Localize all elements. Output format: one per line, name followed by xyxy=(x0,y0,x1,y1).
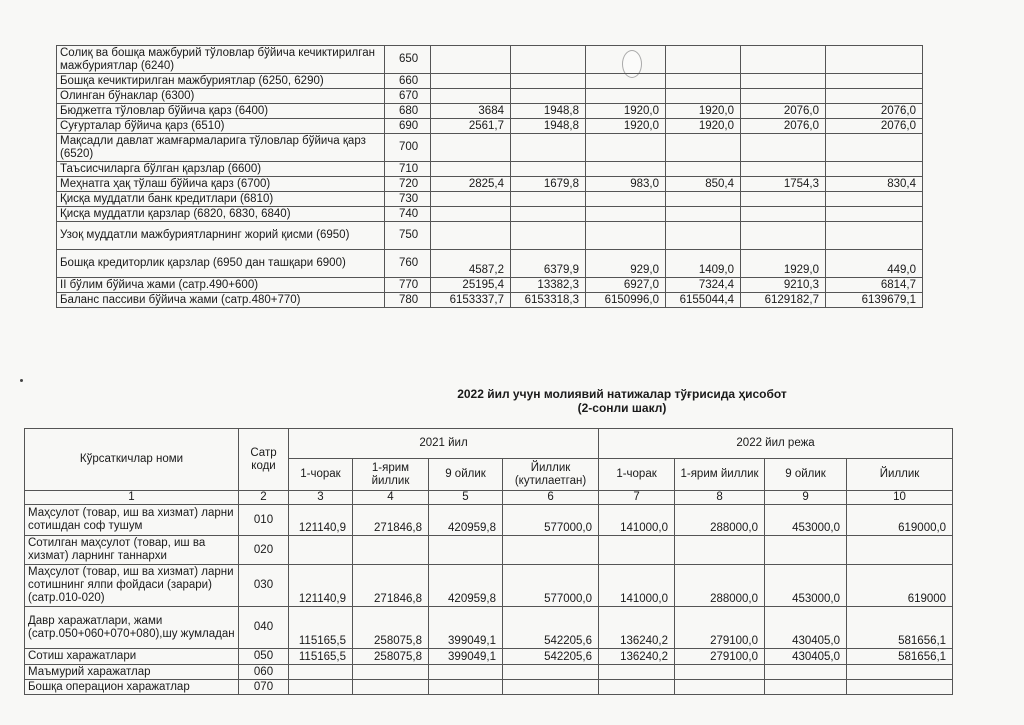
value-cell xyxy=(431,222,511,250)
value-cell xyxy=(741,46,826,74)
table-row xyxy=(25,505,953,536)
table-row xyxy=(25,665,953,680)
value-cell xyxy=(586,74,666,89)
table-row xyxy=(57,192,923,207)
value-cell: 2076,0 xyxy=(741,119,826,134)
row-code: 040 xyxy=(239,607,289,649)
value-cell: 279100,0 xyxy=(675,649,765,665)
row-label: Бошқа операцион харажатлар xyxy=(25,680,239,695)
row-label: Узоқ муддатли мажбуриятларнинг жорий қисми (6950) xyxy=(57,222,385,250)
table-row xyxy=(25,607,953,649)
value-cell: 453000,0 xyxy=(765,505,847,536)
row-label: Давр харажатлари, жами (сатр.050+060+070+080),шу жумладан xyxy=(25,607,239,649)
value-cell: 3684 xyxy=(431,104,511,119)
row-code: 780 xyxy=(385,293,431,308)
value-cell: 6153337,7 xyxy=(431,293,511,308)
row-label: Бюджетга тўловлар бўйича қарз (6400) xyxy=(57,104,385,119)
table-row xyxy=(57,46,923,74)
value-cell xyxy=(666,89,741,104)
value-cell xyxy=(741,134,826,162)
value-cell xyxy=(826,134,923,162)
value-cell: 1754,3 xyxy=(741,177,826,192)
value-cell xyxy=(511,162,586,177)
value-cell: 850,4 xyxy=(666,177,741,192)
value-cell: 6155044,4 xyxy=(666,293,741,308)
value-cell xyxy=(511,134,586,162)
value-cell xyxy=(431,207,511,222)
table-row xyxy=(57,293,923,308)
value-cell: 983,0 xyxy=(586,177,666,192)
value-cell xyxy=(741,89,826,104)
value-cell xyxy=(511,192,586,207)
value-cell: 1920,0 xyxy=(586,119,666,134)
table-row xyxy=(57,207,923,222)
column-number: 5 xyxy=(429,491,503,505)
value-cell: 542205,6 xyxy=(503,607,599,649)
value-cell xyxy=(675,680,765,695)
value-cell xyxy=(586,89,666,104)
value-cell xyxy=(431,162,511,177)
value-cell xyxy=(826,162,923,177)
value-cell xyxy=(503,536,599,565)
value-cell: 6927,0 xyxy=(586,278,666,293)
value-cell: 577000,0 xyxy=(503,505,599,536)
value-cell: 619000 xyxy=(847,565,953,607)
value-cell: 420959,8 xyxy=(429,505,503,536)
value-cell: 141000,0 xyxy=(599,505,675,536)
header-indicator: Кўрсаткичлар номи xyxy=(25,429,239,491)
value-cell xyxy=(429,665,503,680)
row-code: 680 xyxy=(385,104,431,119)
value-cell xyxy=(847,536,953,565)
value-cell: 399049,1 xyxy=(429,607,503,649)
table-row xyxy=(57,162,923,177)
value-cell xyxy=(353,680,429,695)
row-label: Қисқа муддатли қарзлар (6820, 6830, 6840) xyxy=(57,207,385,222)
row-code: 750 xyxy=(385,222,431,250)
value-cell: 6153318,3 xyxy=(511,293,586,308)
value-cell xyxy=(353,665,429,680)
value-cell xyxy=(511,46,586,74)
subheader-2021: 1-ярим йиллик xyxy=(353,459,429,491)
row-code: 030 xyxy=(239,565,289,607)
value-cell xyxy=(431,74,511,89)
row-label: Маъмурий харажатлар xyxy=(25,665,239,680)
value-cell xyxy=(826,74,923,89)
value-cell: 1929,0 xyxy=(741,250,826,278)
report-title: 2022 йил учун молиявий натижалар тўғрисида ҳисобот xyxy=(457,387,787,401)
value-cell: 121140,9 xyxy=(289,565,353,607)
table-row xyxy=(25,649,953,665)
table-row xyxy=(25,680,953,695)
value-cell xyxy=(826,89,923,104)
value-cell: 929,0 xyxy=(586,250,666,278)
row-code: 740 xyxy=(385,207,431,222)
value-cell xyxy=(666,134,741,162)
header-year-2021: 2021 йил xyxy=(289,429,599,459)
value-cell xyxy=(675,665,765,680)
value-cell: 7324,4 xyxy=(666,278,741,293)
value-cell: 6150996,0 xyxy=(586,293,666,308)
report-subtitle: (2-сонли шакл) xyxy=(577,401,667,415)
value-cell: 453000,0 xyxy=(765,565,847,607)
table-row xyxy=(57,104,923,119)
table-row xyxy=(57,134,923,162)
column-number: 6 xyxy=(503,491,599,505)
value-cell xyxy=(599,536,675,565)
value-cell xyxy=(826,46,923,74)
row-code: 020 xyxy=(239,536,289,565)
value-cell: 2076,0 xyxy=(741,104,826,119)
value-cell xyxy=(431,46,511,74)
value-cell: 542205,6 xyxy=(503,649,599,665)
value-cell xyxy=(741,192,826,207)
value-cell: 1679,8 xyxy=(511,177,586,192)
value-cell xyxy=(503,665,599,680)
value-cell: 577000,0 xyxy=(503,565,599,607)
value-cell: 1409,0 xyxy=(666,250,741,278)
value-cell: 420959,8 xyxy=(429,565,503,607)
row-label: Қисқа муддатли банк кредитлари (6810) xyxy=(57,192,385,207)
row-label: Баланс пассиви бўйича жами (сатр.480+770) xyxy=(57,293,385,308)
value-cell: 2825,4 xyxy=(431,177,511,192)
column-number: 1 xyxy=(25,491,239,505)
value-cell xyxy=(741,162,826,177)
value-cell: 279100,0 xyxy=(675,607,765,649)
value-cell xyxy=(431,134,511,162)
header-code: Сатр коди xyxy=(239,429,289,491)
value-cell: 115165,5 xyxy=(289,607,353,649)
value-cell: 581656,1 xyxy=(847,607,953,649)
value-cell: 2076,0 xyxy=(826,119,923,134)
row-code: 670 xyxy=(385,89,431,104)
table-row xyxy=(25,565,953,607)
value-cell xyxy=(429,680,503,695)
row-code: 050 xyxy=(239,649,289,665)
row-code: 700 xyxy=(385,134,431,162)
row-label: Солиқ ва бошқа мажбурий тўловлар бўйича кечиктирилган мажбуриятлар (6240) xyxy=(57,46,385,74)
column-number: 7 xyxy=(599,491,675,505)
column-number: 9 xyxy=(765,491,847,505)
column-number: 2 xyxy=(239,491,289,505)
value-cell: 6129182,7 xyxy=(741,293,826,308)
value-cell: 399049,1 xyxy=(429,649,503,665)
value-cell xyxy=(847,680,953,695)
value-cell: 1948,8 xyxy=(511,104,586,119)
value-cell: 258075,8 xyxy=(353,607,429,649)
subheader-2021: Йиллик (кутилаетган) xyxy=(503,459,599,491)
value-cell: 2076,0 xyxy=(826,104,923,119)
subheader-2022: 9 ойлик xyxy=(765,459,847,491)
value-cell xyxy=(353,536,429,565)
value-cell: 121140,9 xyxy=(289,505,353,536)
value-cell xyxy=(289,680,353,695)
subheader-2021: 9 ойлик xyxy=(429,459,503,491)
value-cell xyxy=(511,89,586,104)
value-cell: 6814,7 xyxy=(826,278,923,293)
subheader-2022: Йиллик xyxy=(847,459,953,491)
value-cell xyxy=(599,680,675,695)
value-cell: 288000,0 xyxy=(675,505,765,536)
value-cell xyxy=(741,74,826,89)
value-cell xyxy=(847,665,953,680)
table-row xyxy=(57,74,923,89)
row-label: Суғурталар бўйича қарз (6510) xyxy=(57,119,385,134)
value-cell xyxy=(511,74,586,89)
subheader-2022: 1-ярим йиллик xyxy=(675,459,765,491)
value-cell: 136240,2 xyxy=(599,607,675,649)
row-code: 760 xyxy=(385,250,431,278)
table-row xyxy=(57,278,923,293)
value-cell: 25195,4 xyxy=(431,278,511,293)
value-cell xyxy=(289,536,353,565)
table-row xyxy=(57,119,923,134)
row-label: Бошқа кечиктирилган мажбуриятлар (6250, 6290) xyxy=(57,74,385,89)
value-cell: 1948,8 xyxy=(511,119,586,134)
value-cell xyxy=(666,74,741,89)
balance-liabilities-table xyxy=(56,45,923,308)
value-cell xyxy=(289,665,353,680)
table-row xyxy=(57,177,923,192)
value-cell xyxy=(599,665,675,680)
value-cell: 1920,0 xyxy=(666,104,741,119)
column-number: 3 xyxy=(289,491,353,505)
row-code: 710 xyxy=(385,162,431,177)
column-number: 4 xyxy=(353,491,429,505)
value-cell: 449,0 xyxy=(826,250,923,278)
value-cell: 9210,3 xyxy=(741,278,826,293)
row-code: 690 xyxy=(385,119,431,134)
row-label: Маҳсулот (товар, иш ва хизмат) ларни сотишнинг ялпи фойдаси (зарари) (сатр.010-020) xyxy=(25,565,239,607)
table-row xyxy=(25,536,953,565)
row-code: 660 xyxy=(385,74,431,89)
row-code: 060 xyxy=(239,665,289,680)
value-cell: 830,4 xyxy=(826,177,923,192)
row-label: Мақсадли давлат жамғармаларига тўловлар бўйича қарз (6520) xyxy=(57,134,385,162)
value-cell xyxy=(511,207,586,222)
value-cell xyxy=(431,89,511,104)
table-row xyxy=(57,89,923,104)
value-cell: 13382,3 xyxy=(511,278,586,293)
header-year-2022: 2022 йил режа xyxy=(599,429,953,459)
value-cell xyxy=(666,222,741,250)
value-cell: 115165,5 xyxy=(289,649,353,665)
value-cell: 2561,7 xyxy=(431,119,511,134)
value-cell: 430405,0 xyxy=(765,649,847,665)
value-cell xyxy=(765,680,847,695)
value-cell xyxy=(826,222,923,250)
row-label: Меҳнатга ҳақ тўлаш бўйича қарз (6700) xyxy=(57,177,385,192)
subheader-2021: 1-чорак xyxy=(289,459,353,491)
row-label: Олинган бўнаклар (6300) xyxy=(57,89,385,104)
column-number: 8 xyxy=(675,491,765,505)
row-code: 070 xyxy=(239,680,289,695)
value-cell: 430405,0 xyxy=(765,607,847,649)
value-cell xyxy=(666,207,741,222)
value-cell: 288000,0 xyxy=(675,565,765,607)
value-cell xyxy=(586,162,666,177)
table-row xyxy=(57,222,923,250)
value-cell xyxy=(429,536,503,565)
value-cell xyxy=(666,192,741,207)
row-code: 720 xyxy=(385,177,431,192)
value-cell xyxy=(826,192,923,207)
value-cell: 4587,2 xyxy=(431,250,511,278)
row-label: Таъсисчиларга бўлган қарзлар (6600) xyxy=(57,162,385,177)
value-cell: 1920,0 xyxy=(586,104,666,119)
value-cell xyxy=(586,222,666,250)
column-number: 10 xyxy=(847,491,953,505)
value-cell: 6379,9 xyxy=(511,250,586,278)
row-label: Бошқа кредиторлик қарзлар (6950 дан ташқари 6900) xyxy=(57,250,385,278)
value-cell xyxy=(586,134,666,162)
value-cell: 136240,2 xyxy=(599,649,675,665)
value-cell xyxy=(741,222,826,250)
row-label: Сотиш харажатлари xyxy=(25,649,239,665)
row-label: II бўлим бўйича жами (сатр.490+600) xyxy=(57,278,385,293)
row-label: Маҳсулот (товар, иш ва хизмат) ларни сотишдан соф тушум xyxy=(25,505,239,536)
row-code: 730 xyxy=(385,192,431,207)
value-cell xyxy=(765,536,847,565)
value-cell xyxy=(741,207,826,222)
value-cell: 581656,1 xyxy=(847,649,953,665)
value-cell: 619000,0 xyxy=(847,505,953,536)
value-cell xyxy=(666,162,741,177)
value-cell xyxy=(431,192,511,207)
value-cell: 6139679,1 xyxy=(826,293,923,308)
value-cell xyxy=(586,207,666,222)
value-cell: 258075,8 xyxy=(353,649,429,665)
row-code: 650 xyxy=(385,46,431,74)
value-cell xyxy=(586,192,666,207)
value-cell: 141000,0 xyxy=(599,565,675,607)
value-cell: 271846,8 xyxy=(353,565,429,607)
financial-results-table xyxy=(24,428,953,695)
scan-dot xyxy=(20,379,23,382)
row-code: 010 xyxy=(239,505,289,536)
value-cell xyxy=(586,46,666,74)
subheader-2022: 1-чорак xyxy=(599,459,675,491)
value-cell xyxy=(503,680,599,695)
value-cell xyxy=(675,536,765,565)
value-cell xyxy=(511,222,586,250)
table-row xyxy=(57,250,923,278)
value-cell: 1920,0 xyxy=(666,119,741,134)
value-cell xyxy=(765,665,847,680)
value-cell xyxy=(826,207,923,222)
value-cell: 271846,8 xyxy=(353,505,429,536)
row-label: Сотилган маҳсулот (товар, иш ва хизмат) ларнинг таннархи xyxy=(25,536,239,565)
value-cell xyxy=(666,46,741,74)
row-code: 770 xyxy=(385,278,431,293)
